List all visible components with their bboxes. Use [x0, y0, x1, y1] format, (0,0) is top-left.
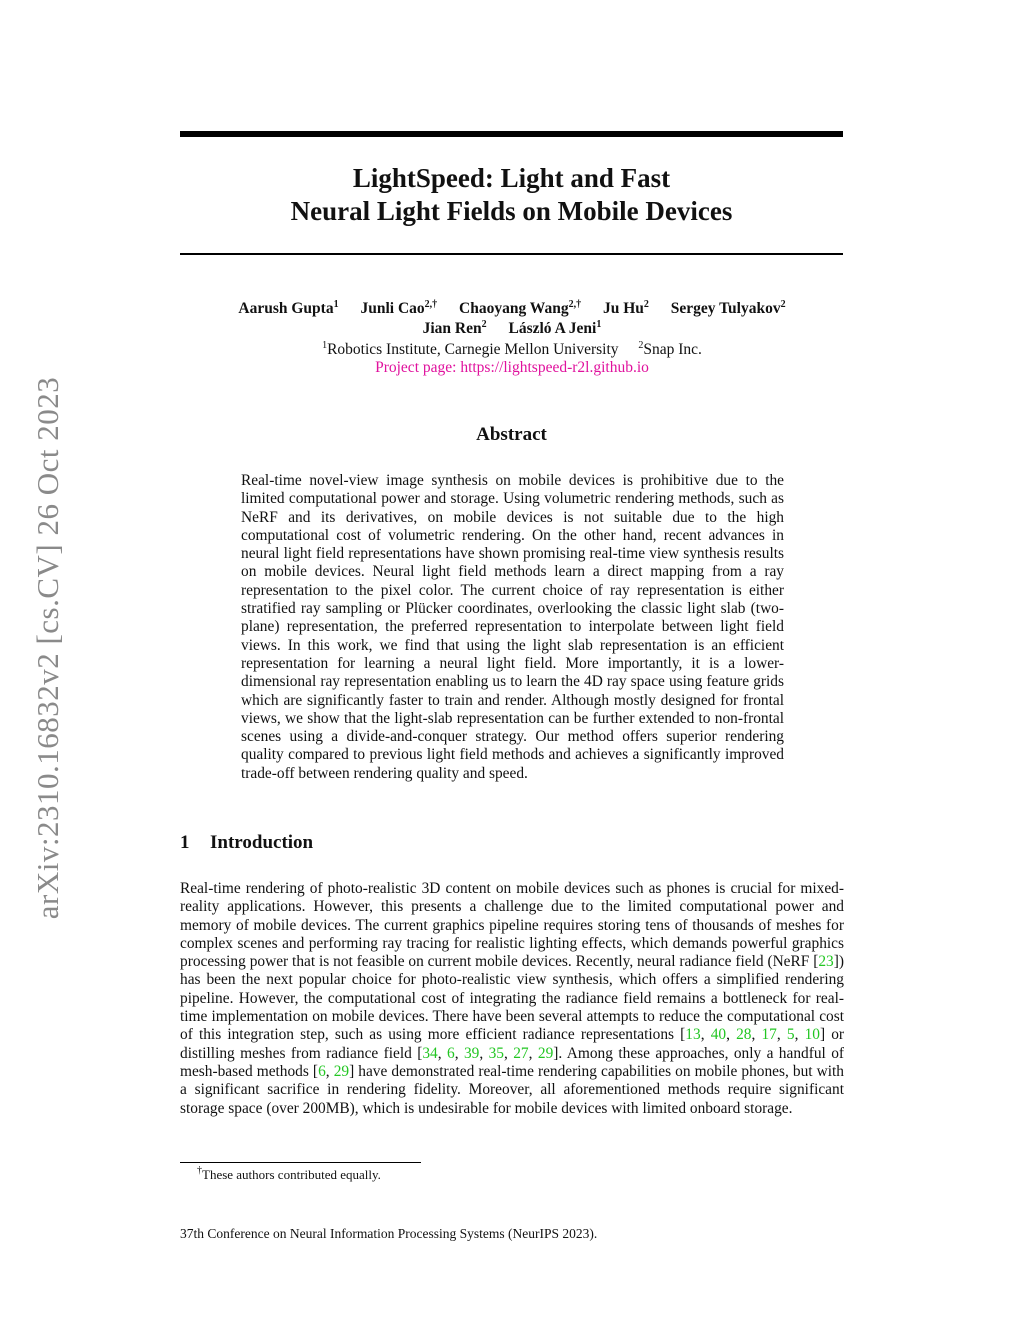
section-number: 1	[180, 832, 190, 853]
affiliation: $^1$Robotics Institute, Carnegie Mellon University	[322, 340, 619, 358]
title-line-2: Neural Light Fields on Mobile Devices	[290, 196, 733, 226]
title-line-1: LightSpeed: Light and Fast	[352, 163, 671, 193]
affiliations	[150, 340, 874, 359]
affiliation: $^2$Snap Inc.	[638, 340, 702, 358]
paper-title	[180, 162, 843, 228]
citation-link[interactable]: 6	[318, 1062, 326, 1080]
citation-link[interactable]: 17	[761, 1026, 777, 1044]
citation-link[interactable]: 35	[488, 1044, 504, 1062]
introduction-paragraph: Real-time rendering of photo-realistic 3D content on mobile devices such as phones is crucial for mixed-reality applications. However, this presents a challenge due to the limited computational power and memory of mobile devices. The current graphics pipeline requires storing tens of thousands of meshes for complex scenes and performing ray tracing for realistic lighting effects, which demands powerful graphics processing power that is not feasible on current mobile devices. Recently, neural radiance field (NeRF [23]) has been the next popular choice for photo-realistic view synthesis, which offers a simplified rendering pipeline. However, the computational cost of integrating the radiance field remains a bottleneck for real-time implementation on mobile devices. There have been several attempts to reduce the computational cost of this integration step, such as using more efficient radiance representations [13, 40, 28, 17, 5, 10] or distilling meshes from radiance field [34, 6, 39, 35, 27, 29]. Among these approaches, only a handful of mesh-based methods [6, 29] have demonstrated real-time rendering capabilities on mobile phones, but with a significant sacrifice in rendering fidelity. Moreover, all aforementioned methods require significant storage space (over 200MB), which is undesirable for mobile devices with limited onboard storage.	[180, 880, 845, 1117]
author: Sergey Tulyakov$^2$	[670, 299, 786, 317]
citation-link[interactable]: 28	[736, 1026, 752, 1044]
abstract-body: Real-time novel-view image synthesis on mobile devices is prohibitive due to the limited computational power and storage. Using volumetric rendering methods, such as NeRF and its derivatives, on mobile devices is not suitable due to the high computational cost of volumetric rendering. On the other hand, recent advances in neural light field representations have shown promising real-time view synthesis results on mobile devices. Neural light field methods learn a direct mapping from a ray representation to the pixel color. The current choice of ray representation is either stratified ray sampling or Plücker coordinates, overlooking the classic light slab (two-plane) representation, the preferred representation to interpolate between light field views. In this work, we find that using the light slab representation is an efficient representation for learning a neural light field. More importantly, it is a lower-dimensional ray representation enabling us to learn the 4D ray space using feature grids which are significantly faster to train and render. Although mostly designed for frontal views, we show that the light-slab representation can be further extended to non-frontal scenes using a divide-and-conquer strategy. Our method offers superior rendering quality compared to previous light field methods and achieves a significantly improved trade-off between rendering quality and speed.	[241, 472, 784, 782]
citation-link[interactable]: 39	[463, 1044, 480, 1062]
author: Aarush Gupta$^1$	[238, 299, 339, 317]
citation-link[interactable]: 27	[513, 1044, 529, 1062]
citation-link[interactable]: 6	[447, 1044, 455, 1062]
author: Junli Cao$^{2,\dagger}$	[360, 299, 438, 317]
citation-link[interactable]: 13	[685, 1026, 701, 1044]
title-top-rule	[180, 131, 843, 137]
section-title: Introduction	[210, 832, 314, 853]
title-bottom-rule	[180, 253, 843, 255]
arxiv-identifier: arXiv:2310.16832v2 [cs.CV] 26 Oct 2023	[30, 376, 65, 920]
author: Chaoyang Wang$^{2,\dagger}$	[459, 299, 582, 317]
citation-link[interactable]: 34	[422, 1044, 438, 1062]
citation-link[interactable]: 29	[333, 1062, 350, 1080]
citation-link[interactable]: 5	[786, 1026, 795, 1044]
citation-link[interactable]: 23	[818, 953, 834, 971]
citation-link[interactable]: 40	[710, 1026, 727, 1044]
citation-link[interactable]: 29	[537, 1044, 554, 1062]
author: Ju Hu$^2$	[602, 299, 649, 317]
conference-footer: 37th Conference on Neural Information Processing Systems (NeurIPS 2023).	[180, 1226, 598, 1241]
citation-link[interactable]: 10	[804, 1026, 820, 1044]
footnote: †These authors contributed equally.	[197, 1165, 381, 1182]
footnote-rule	[180, 1162, 421, 1163]
section-heading	[180, 832, 313, 854]
author-list	[150, 299, 874, 339]
author: Jian Ren$^2$	[422, 319, 487, 337]
abstract-heading: Abstract	[476, 424, 547, 445]
project-page-link[interactable]: Project page: https://lightspeed-r2l.github.io	[375, 359, 649, 376]
author: László A Jeni$^1$	[508, 319, 602, 337]
